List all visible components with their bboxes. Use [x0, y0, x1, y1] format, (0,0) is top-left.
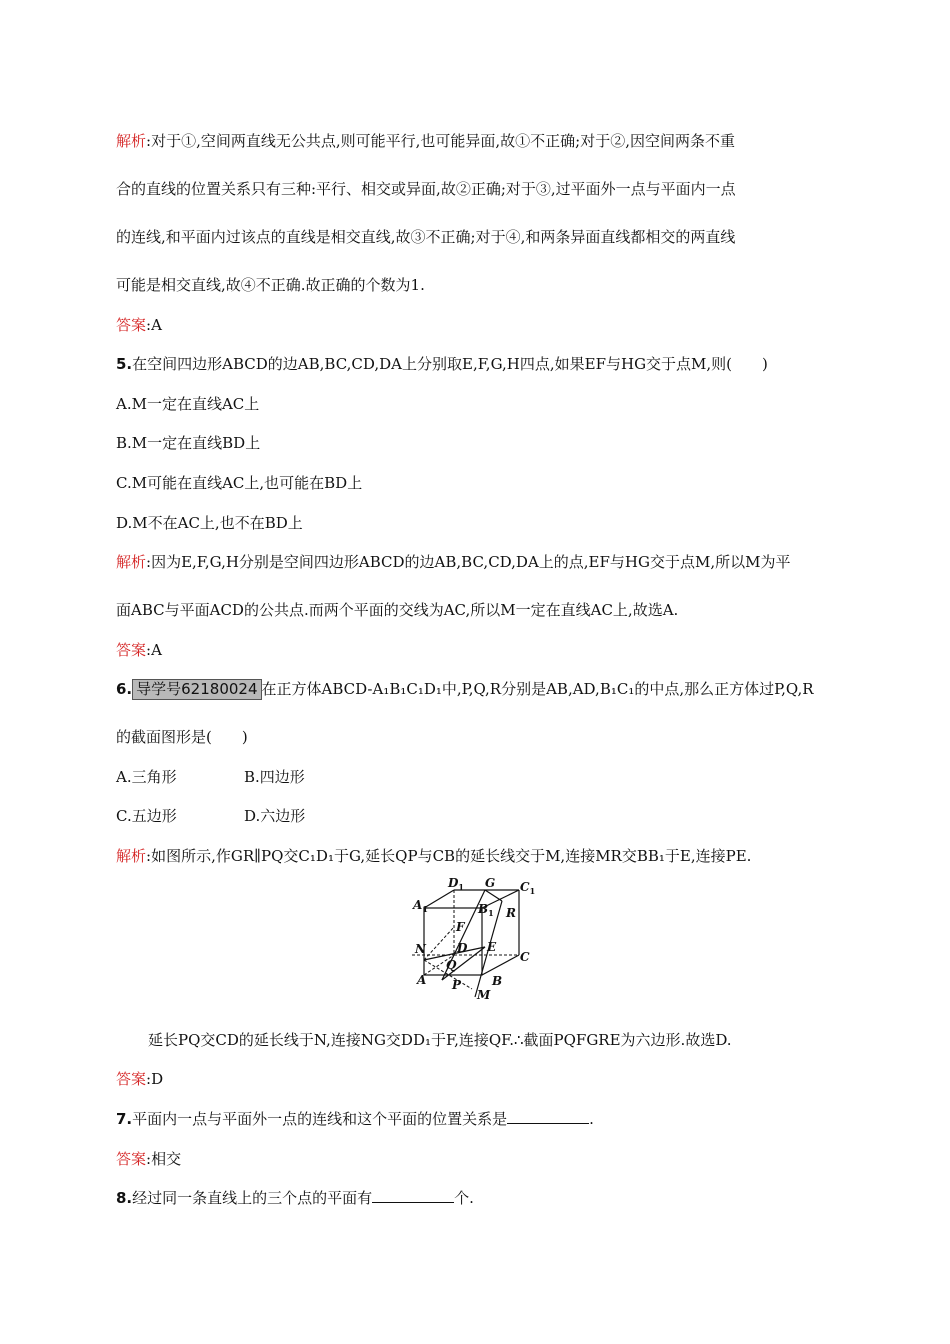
answer-label: 答案 — [116, 641, 147, 659]
cube-section-figure — [412, 877, 537, 1002]
analysis-label: 解析 — [116, 553, 147, 571]
answer-value: :A — [146, 316, 162, 334]
question-text: 经过同一条直线上的三个点的平面有 — [132, 1189, 373, 1207]
question-text: 在正方体ABCD-A₁B₁C₁D₁中,P,Q,R分别是AB,AD,B₁C₁的中点,那么正方体过P,Q,R — [261, 680, 814, 698]
answer-value: :D — [146, 1070, 164, 1088]
q5-option-d: D.M不在AC上,也不在BD上 — [116, 514, 303, 532]
answer-blank — [372, 1188, 454, 1203]
q8-stem — [116, 1187, 474, 1209]
q6-option-a: A.三角形 — [116, 768, 177, 786]
analysis-label: 解析 — [116, 847, 147, 865]
analysis-label: 解析 — [116, 132, 147, 150]
section-g-r — [485, 890, 502, 901]
question-number: 5. — [116, 355, 133, 373]
answer-label: 答案 — [116, 1150, 147, 1168]
label-r: R — [506, 906, 516, 920]
label-p: P — [452, 978, 462, 992]
label-d: D — [457, 941, 468, 955]
question-number: 7. — [116, 1110, 133, 1128]
label-a1: $A_1$ — [413, 898, 428, 914]
q4-answer — [116, 314, 162, 336]
label-f: F — [456, 920, 465, 934]
q6-option-d: D.六边形 — [244, 807, 306, 825]
q6-options-row-2 — [116, 805, 305, 827]
label-g: G — [485, 877, 496, 890]
q5-analysis-line-2: 面ABC与平面ACD的公共点.而两个平面的交线为AC,所以M一定在直线AC上,故选A. — [116, 601, 679, 619]
q5-stem — [116, 353, 768, 375]
question-text-end: . — [589, 1110, 594, 1128]
q4-analysis-line-1 — [116, 130, 735, 152]
analysis-text: :如图所示,作GR∥PQ交C₁D₁于G,延长QP与CB的延长线交于M,连接MR交BB₁于E,连接PE. — [146, 847, 752, 865]
q5-analysis-line-1 — [116, 551, 790, 573]
label-m: M — [477, 988, 491, 1002]
q6-analysis-line-2: 延长PQ交CD的延长线于N,连接NG交DD₁于F,连接QF.∴截面PQFGRE为六边形.故选D. — [148, 1031, 732, 1049]
label-e: E — [487, 940, 497, 954]
label-q: Q — [446, 958, 457, 972]
q5-option-c: C.M可能在直线AC上,也可能在BD上 — [116, 474, 363, 492]
q6-analysis-line-1 — [116, 845, 751, 867]
label-d1: $D_1$ — [448, 877, 464, 892]
q4-analysis-line-4: 可能是相交直线,故④不正确.故正确的个数为1. — [116, 276, 425, 294]
q6-option-b: B.四边形 — [244, 768, 305, 786]
label-c: C — [520, 950, 530, 964]
answer-value: :A — [146, 641, 162, 659]
q7-stem — [116, 1108, 594, 1130]
q6-answer — [116, 1068, 163, 1090]
q7-answer — [116, 1148, 181, 1170]
label-c1: $C_1$ — [520, 880, 536, 896]
label-b: B — [492, 974, 503, 988]
q6-stem-line-1 — [116, 678, 814, 700]
answer-label: 答案 — [116, 316, 147, 334]
question-text-end: 个. — [454, 1189, 474, 1207]
label-b1: $B_1$ — [478, 902, 494, 918]
reference-number-badge[interactable]: 导学号62180024 — [132, 679, 261, 700]
answer-label: 答案 — [116, 1070, 147, 1088]
question-text: 平面内一点与平面外一点的连线和这个平面的位置关系是 — [132, 1110, 508, 1128]
q6-options-row-1 — [116, 766, 305, 788]
label-n: N — [415, 942, 426, 956]
analysis-text: :因为E,F,G,H分别是空间四边形ABCD的边AB,BC,CD,DA上的点,EF与HG交于点M,所以M为平 — [146, 553, 791, 571]
q5-option-a: A.M一定在直线AC上 — [116, 395, 260, 413]
question-number: 8. — [116, 1189, 133, 1207]
q4-analysis-line-2: 合的直线的位置关系只有三种:平行、相交或异面,故②正确;对于③,过平面外一点与平面内一点 — [116, 180, 736, 198]
q6-stem-line-2: 的截面图形是( ) — [116, 728, 248, 746]
question-text: 在空间四边形ABCD的边AB,BC,CD,DA上分别取E,F,G,H四点,如果EF与HG交于点M,则( ) — [132, 355, 768, 373]
q6-option-c: C.五边形 — [116, 807, 177, 825]
analysis-text: :对于①,空间两直线无公共点,则可能平行,也可能异面,故①不正确;对于②,因空间两条不重 — [146, 132, 735, 150]
edge-b-c — [482, 955, 519, 975]
label-a: A — [417, 973, 427, 987]
q5-option-b: B.M一定在直线BD上 — [116, 434, 261, 452]
answer-blank — [507, 1109, 589, 1124]
edge-a1-d1 — [424, 890, 454, 908]
question-number: 6. — [116, 680, 133, 698]
q4-analysis-line-3: 的连线,和平面内过该点的直线是相交直线,故③不正确;对于④,和两条异面直线都相交的两直线 — [116, 228, 736, 246]
q5-answer — [116, 639, 162, 661]
answer-value: :相交 — [146, 1150, 182, 1168]
